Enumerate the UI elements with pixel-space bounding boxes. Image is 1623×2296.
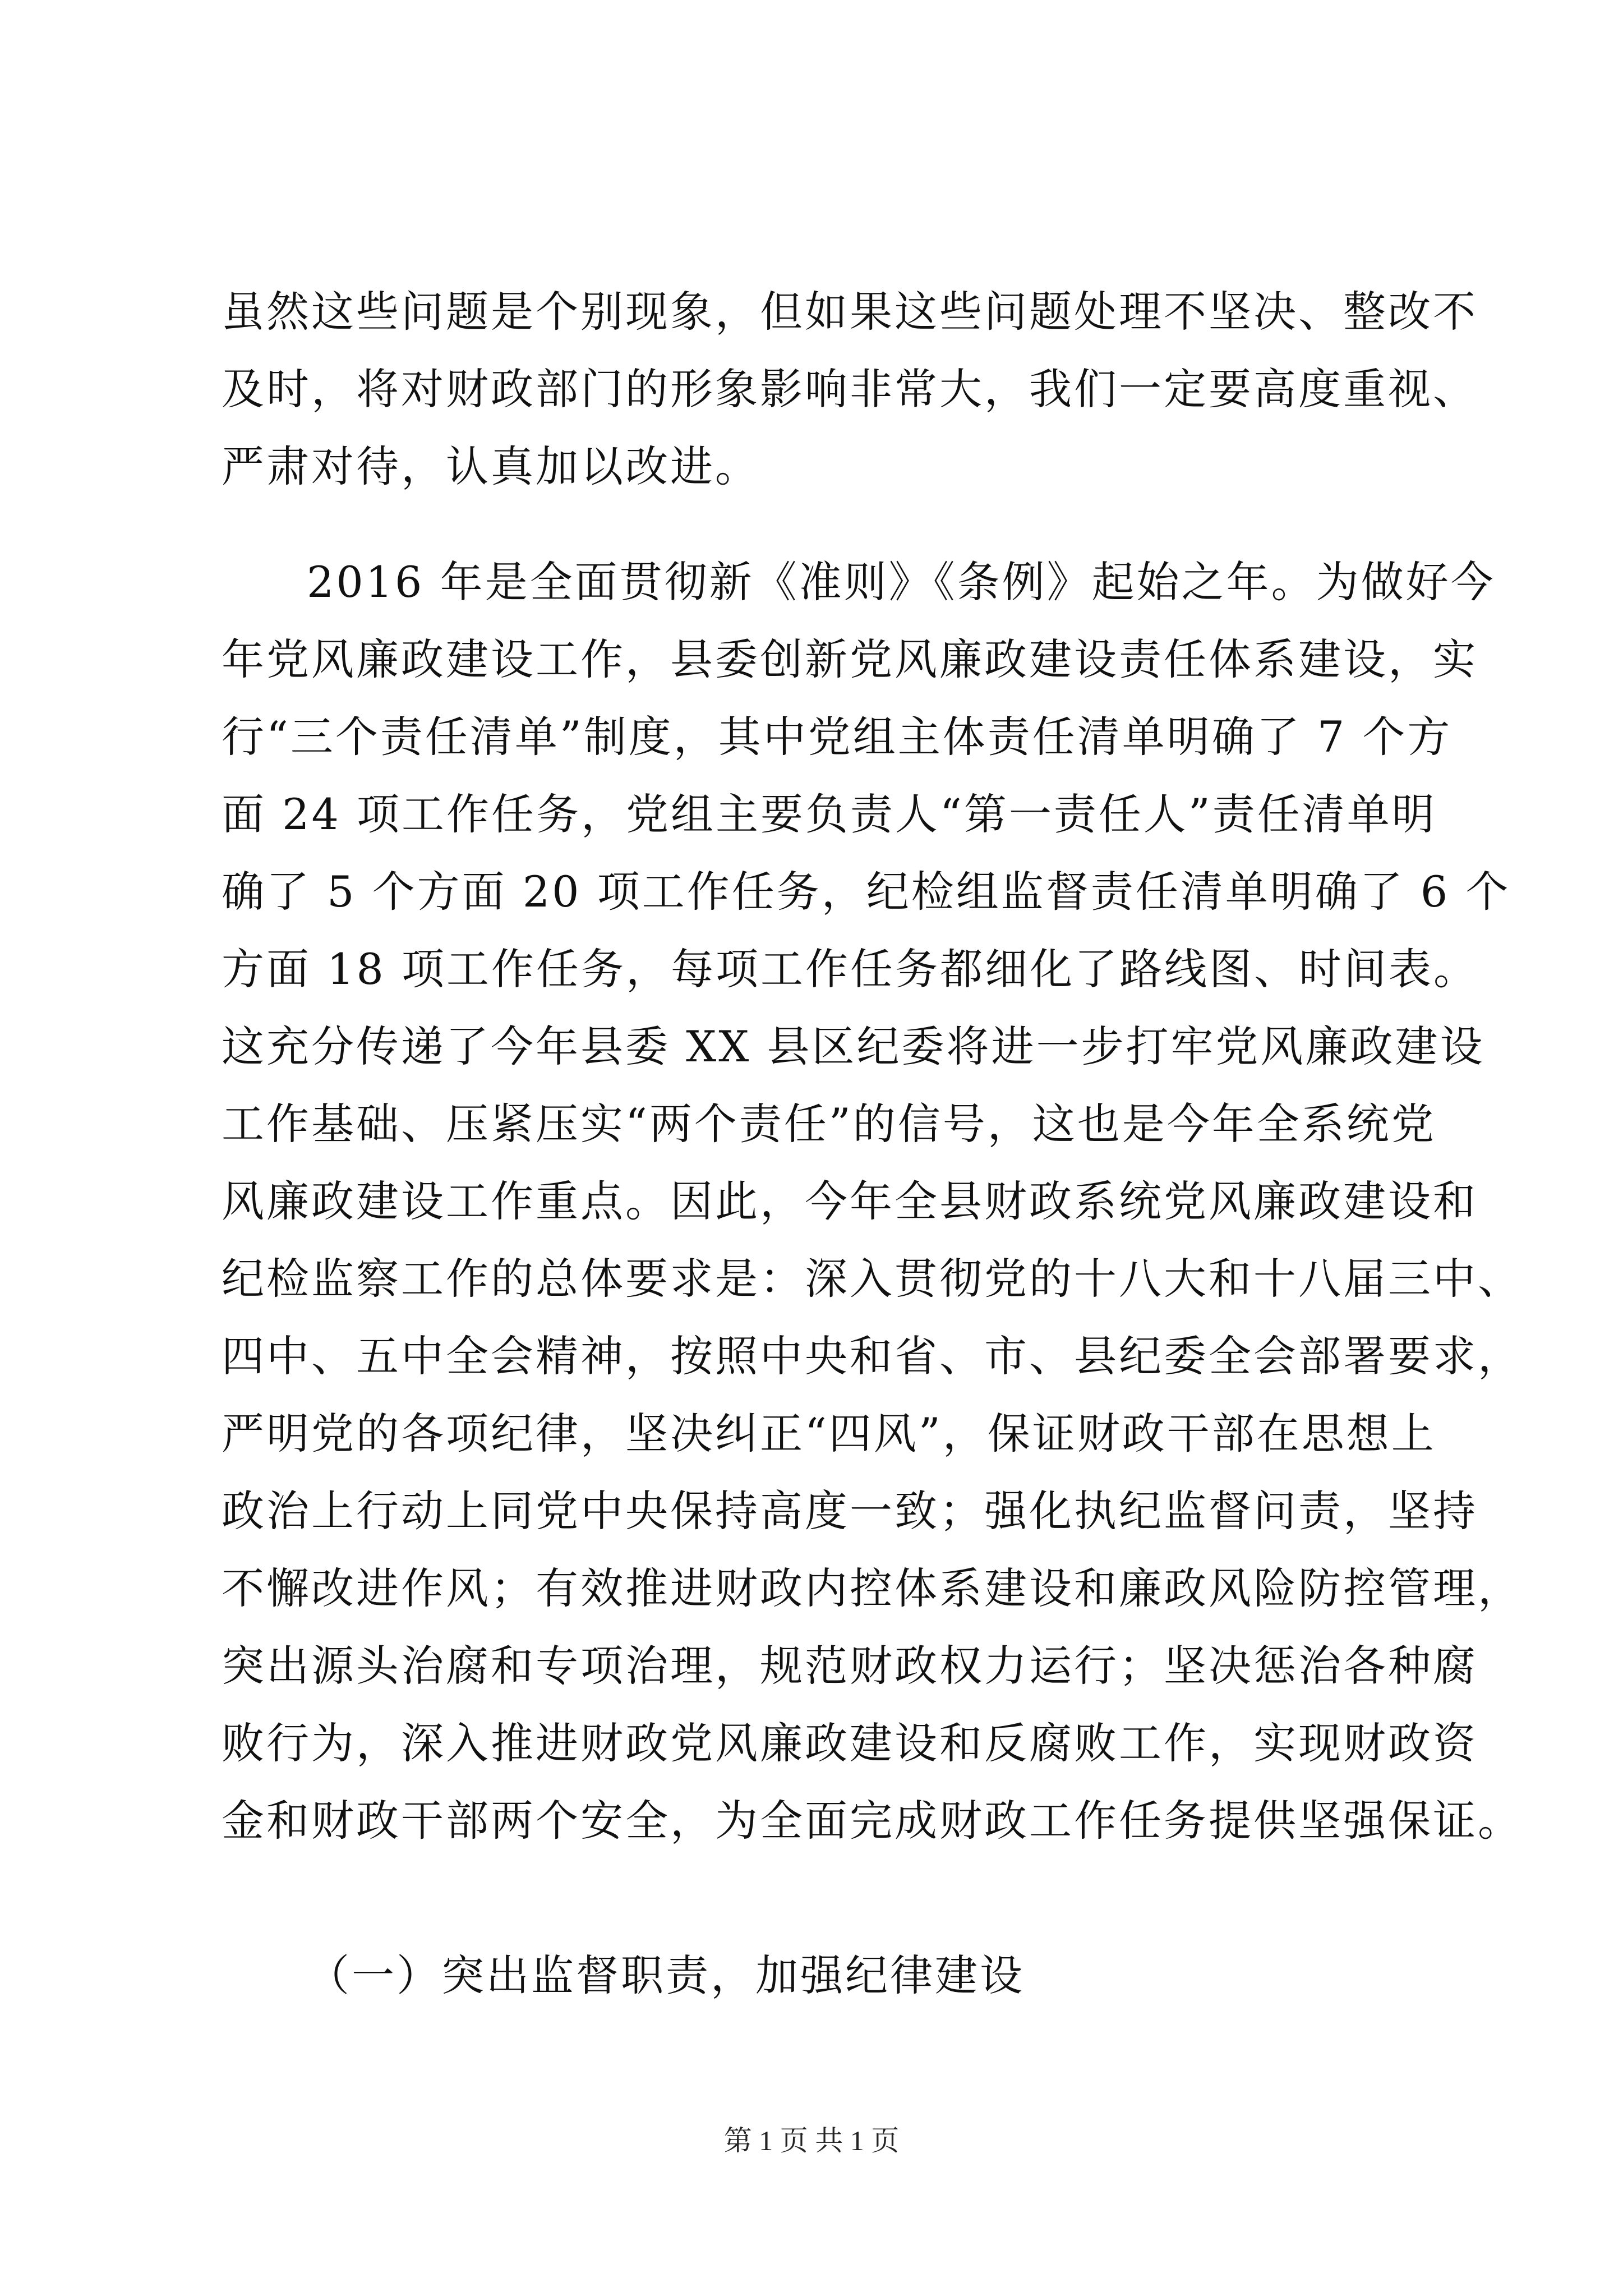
paragraph-line: 败行为，深入推进财政党风廉政建设和反腐败工作，实现财政资 — [222, 1718, 1478, 1768]
paragraph-line: 纪检监察工作的总体要求是：深入贯彻党的十八大和十八届三中、 — [222, 1254, 1523, 1304]
paragraph-line: 及时，将对财政部门的形象影响非常大，我们一定要高度重视、 — [222, 364, 1478, 414]
paragraph-line: 政治上行动上同党中央保持高度一致；强化执纪监督问责，坚持 — [222, 1486, 1478, 1536]
paragraph-line: 严明党的各项纪律，坚决纠正“四风”，保证财政干部在思想上 — [222, 1409, 1436, 1458]
paragraph-line: 方面 18 项工作任务，每项工作任务都细化了路线图、时间表。 — [222, 944, 1479, 994]
paragraph-line: 虽然这些问题是个别现象，但如果这些问题处理不坚决、整改不 — [222, 287, 1478, 337]
paragraph-line: 突出源头治腐和专项治理，规范财政权力运行；坚决惩治各种腐 — [222, 1641, 1478, 1691]
paragraph-line: 不懈改进作风；有效推进财政内控体系建设和廉政风险防控管理， — [222, 1563, 1523, 1613]
paragraph-line: 严肃对待，认真加以改进。 — [222, 441, 760, 491]
page-footer: 第 1 页 共 1 页 — [723, 2125, 900, 2156]
paragraph-main — [222, 544, 1523, 1860]
paragraph-line: 风廉政建设工作重点。因此，今年全县财政系统党风廉政建设和 — [222, 1176, 1478, 1226]
paragraph-line: 确了 5 个方面 20 项工作任务，纪检组监督责任清单明确了 6 个 — [222, 867, 1511, 917]
paragraph-line: 行“三个责任清单”制度，其中党组主体责任清单明确了 7 个方 — [222, 712, 1453, 762]
paragraph-line: 2016 年是全面贯彻新《准则》《条例》起始之年。为做好今 — [307, 557, 1496, 607]
paragraph-line: 面 24 项工作任务，党组主要负责人“第一责任人”责任清单明 — [222, 789, 1437, 839]
paragraph-line: 年党风廉政建设工作，县委创新党风廉政建设责任体系建设，实 — [222, 634, 1478, 684]
paragraph-line: 这充分传递了今年县委 XX 县区纪委将进一步打牢党风廉政建设 — [222, 1022, 1485, 1071]
paragraph-line: 工作基础、压紧压实“两个责任”的信号，这也是今年全系统党 — [222, 1099, 1436, 1149]
paragraph-line: 金和财政干部两个安全，为全面完成财政工作任务提供坚强保证。 — [222, 1796, 1523, 1846]
paragraph-line: 四中、五中全会精神，按照中央和省、市、县纪委全会部署要求， — [222, 1331, 1523, 1381]
paragraph-continuation — [222, 273, 1478, 505]
section-heading: （一）突出监督职责，加强纪律建设 — [307, 1950, 1025, 2000]
